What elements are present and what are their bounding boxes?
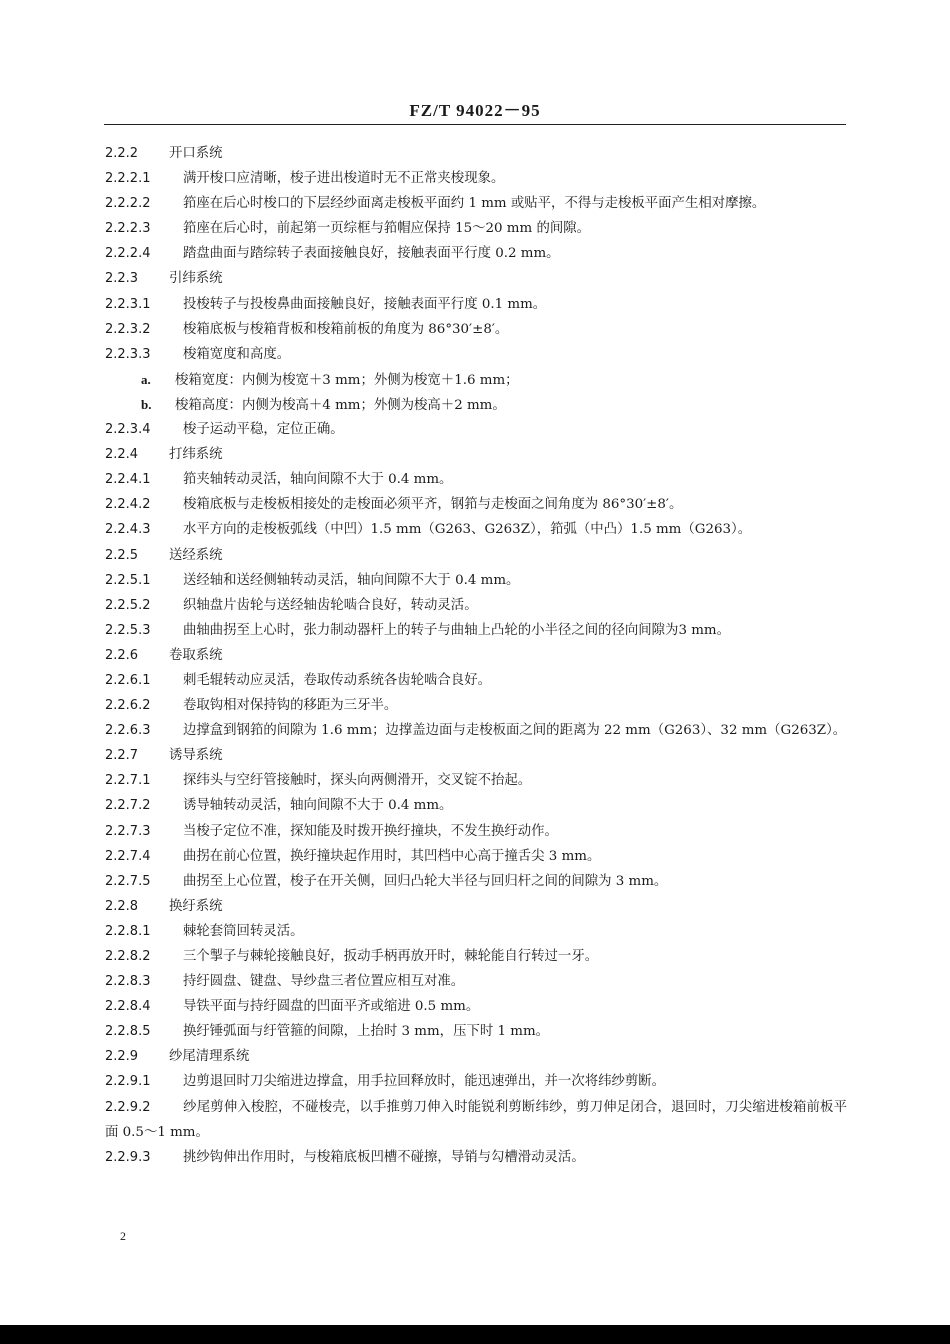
- clause-line: [105, 467, 847, 492]
- clause-text: 挑纱钩伸出作用时，与梭箱底板凹槽不碰擦，导销与勾槽滑动灵活。: [183, 1149, 585, 1165]
- clause-line: [105, 919, 847, 944]
- clause-text: 送经系统: [169, 547, 223, 563]
- clause-number: 2.2.7.3: [105, 823, 151, 839]
- clause-number: 2.2.7: [105, 748, 139, 764]
- clause-number: 2.2.3.1: [105, 296, 151, 312]
- clause-text: 棘轮套筒回转灵活。: [183, 923, 304, 939]
- clause-text: 当梭子定位不准，探知能及时拨开换纡撞块，不发生换纡动作。: [183, 823, 558, 839]
- clause-text: 水平方向的走梭板弧线（中凹）1.5 mm（G263、G263Z），筘弧（中凸）1.5 mm（G263）。: [183, 522, 752, 538]
- clause-text: 边撑盒到钢筘的间隙为 1.6 mm；边撑盖边面与走梭板面之间的距离为 22 mm（G263）、32 mm（G263Z）。: [183, 723, 847, 739]
- clause-number: 2.2.8.1: [105, 923, 151, 939]
- header-rule: [104, 124, 846, 125]
- clause-text: 诱导系统: [169, 748, 223, 764]
- clause-number: 2.2.5.2: [105, 597, 151, 613]
- clause-number: 2.2.5: [105, 547, 139, 563]
- clause-text: 曲拐至上心位置，梭子在开关侧，回归凸轮大半径与回归杆之间的间隙为 3 mm。: [183, 873, 668, 889]
- clause-number: 2.2.9.2: [105, 1099, 151, 1115]
- clause-line: [105, 1095, 847, 1145]
- clause-number: 2.2.6.1: [105, 672, 151, 688]
- list-subitem: [105, 392, 847, 417]
- clause-number: 2.2.4.2: [105, 497, 151, 513]
- clause-text: 边剪退回时刀尖缩进边撑盒，用手拉回释放时，能迅速弹出，并一次将纬纱剪断。: [183, 1074, 666, 1090]
- clause-number: 2.2.2: [105, 146, 139, 161]
- clause-number: 2.2.8: [105, 898, 139, 914]
- clause-text: 纱尾剪伸入梭腔，不碰梭壳，以手推剪刀伸入时能锐利剪断纬纱，剪刀伸足闭合，退回时，刀尖缩进梭箱前板平面 0.5～1 mm。: [105, 1099, 847, 1140]
- document-body: [105, 141, 847, 1170]
- clause-line: [105, 492, 847, 517]
- clause-number: 2.2.3: [105, 271, 139, 287]
- clause-line: [105, 768, 847, 793]
- clause-text: 投梭转子与投梭鼻曲面接触良好，接触表面平行度 0.1 mm。: [183, 296, 547, 312]
- clause-number: 2.2.2.3: [105, 221, 151, 237]
- clause-line: [105, 894, 847, 919]
- clause-text: 曲拐在前心位置，换纡撞块起作用时，其凹档中心高于撞舌尖 3 mm。: [183, 848, 601, 864]
- scan-bottom-border: [0, 1325, 950, 1344]
- clause-text: 梭子运动平稳，定位正确。: [183, 422, 344, 438]
- clause-text: 三个掣子与棘轮接触良好，扳动手柄再放开时，棘轮能自行转过一牙。: [183, 949, 599, 964]
- clause-text: 打纬系统: [169, 447, 223, 463]
- clause-line: [105, 317, 847, 342]
- clause-text: 引纬系统: [169, 271, 223, 287]
- clause-line: [105, 718, 847, 743]
- clause-number: 2.2.6: [105, 647, 139, 663]
- clause-text: 筘夹轴转动灵活，轴向间隙不大于 0.4 mm。: [183, 472, 453, 488]
- clause-text: 刺毛辊转动应灵活，卷取传动系统各齿轮啮合良好。: [183, 672, 491, 688]
- clause-number: 2.2.9: [105, 1049, 139, 1065]
- clause-line: [105, 643, 847, 668]
- clause-number: 2.2.5.1: [105, 572, 151, 588]
- clause-line: [105, 944, 847, 969]
- clause-line: [105, 166, 847, 191]
- clause-text: 曲轴曲拐至上心时，张力制动器杆上的转子与曲轴上凸轮的小半径之间的径向间隙为3 mm。: [183, 622, 731, 638]
- clause-line: [105, 543, 847, 568]
- clause-line: [105, 417, 847, 442]
- clause-text: 踏盘曲面与踏综转子表面接触良好，接触表面平行度 0.2 mm。: [183, 246, 560, 262]
- clause-line: [105, 442, 847, 467]
- clause-line: [105, 793, 847, 818]
- clause-number: 2.2.7.4: [105, 848, 151, 864]
- clause-line: [105, 568, 847, 593]
- clause-number: b.: [141, 396, 152, 412]
- clause-line: [105, 517, 847, 542]
- clause-text: 探纬头与空纡管接触时，探头向两侧滑开，交叉锭不抬起。: [183, 773, 532, 789]
- clause-line: [105, 1145, 847, 1170]
- clause-number: 2.2.4.3: [105, 522, 151, 538]
- clause-line: [105, 1069, 847, 1094]
- clause-line: [105, 819, 847, 844]
- clause-line: [105, 844, 847, 869]
- clause-text: 梭箱高度：内侧为梭高＋4 mm；外侧为梭高＋2 mm。: [175, 397, 506, 413]
- clause-text: 筘座在后心时梭口的下层经纱面离走梭板平面约 1 mm 或贴平，不得与走梭板平面产生相对摩擦。: [183, 196, 766, 212]
- clause-line: [105, 191, 847, 216]
- clause-number: 2.2.2.4: [105, 246, 151, 262]
- clause-line: [105, 292, 847, 317]
- clause-line: [105, 668, 847, 693]
- clause-number: 2.2.7.1: [105, 773, 151, 789]
- clause-number: 2.2.8.3: [105, 974, 151, 990]
- clause-text: 诱导轴转动灵活，轴向间隙不大于 0.4 mm。: [183, 798, 453, 814]
- clause-number: 2.2.4: [105, 447, 139, 463]
- clause-text: 筘座在后心时，前起第一页综框与筘帽应保持 15～20 mm 的间隙。: [183, 221, 591, 237]
- clause-number: 2.2.2.1: [105, 171, 151, 187]
- clause-line: [105, 1044, 847, 1069]
- page-number: 2: [120, 1229, 126, 1243]
- clause-text: 持纡圆盘、键盘、导纱盘三者位置应相互对准。: [183, 974, 465, 990]
- clause-number: 2.2.8.5: [105, 1024, 151, 1040]
- clause-number: 2.2.5.3: [105, 622, 151, 638]
- clause-line: [105, 216, 847, 241]
- clause-number: 2.2.3.2: [105, 321, 151, 337]
- clause-number: 2.2.6.2: [105, 698, 151, 714]
- clause-number: 2.2.7.5: [105, 873, 151, 889]
- clause-text: 梭箱宽度：内侧为梭宽＋3 mm；外侧为梭宽＋1.6 mm；: [175, 372, 519, 388]
- clause-line: [105, 869, 847, 894]
- clause-line: [105, 994, 847, 1019]
- clause-number: 2.2.8.4: [105, 999, 151, 1015]
- clause-number: 2.2.8.2: [105, 949, 151, 964]
- clause-line: [105, 1019, 847, 1044]
- clause-line: [105, 266, 847, 291]
- clause-number: 2.2.7.2: [105, 798, 151, 814]
- clause-text: 梭箱底板与梭箱背板和梭箱前板的角度为 86°30′±8′。: [183, 321, 509, 337]
- clause-line: [105, 693, 847, 718]
- clause-text: 梭箱宽度和高度。: [183, 346, 291, 362]
- clause-text: 织轴盘片齿轮与送经轴齿轮啮合良好，转动灵活。: [183, 597, 478, 613]
- clause-text: 梭箱底板与走梭板相接处的走梭面必须平齐，钢筘与走梭面之间角度为 86°30′±8′。: [183, 497, 683, 513]
- clause-line: [105, 342, 847, 367]
- clause-number: 2.2.9.1: [105, 1074, 151, 1090]
- list-subitem: [105, 367, 847, 392]
- clause-number: a.: [141, 371, 151, 387]
- clause-line: [105, 241, 847, 266]
- clause-text: 换纡锤弧面与纡管箍的间隙，上抬时 3 mm，压下时 1 mm。: [183, 1024, 550, 1040]
- clause-number: 2.2.9.3: [105, 1149, 151, 1165]
- clause-line: [105, 969, 847, 994]
- clause-line: [105, 593, 847, 618]
- clause-text: 开口系统: [169, 146, 223, 161]
- clause-text: 纱尾清理系统: [169, 1049, 250, 1065]
- clause-line: [105, 618, 847, 643]
- clause-number: 2.2.6.3: [105, 723, 151, 739]
- clause-text: 送经轴和送经侧轴转动灵活，轴向间隙不大于 0.4 mm。: [183, 572, 520, 588]
- standard-code-header: FZ/T 94022－95: [409, 101, 541, 120]
- clause-text: 导铁平面与持纡圆盘的凹面平齐或缩进 0.5 mm。: [183, 999, 480, 1015]
- clause-line: [105, 743, 847, 768]
- clause-text: 满开梭口应清晰，梭子进出梭道时无不正常夹梭现象。: [183, 171, 505, 187]
- clause-number: 2.2.3.4: [105, 422, 151, 438]
- clause-text: 卷取钩相对保持钩的移距为三牙半。: [183, 698, 398, 714]
- clause-number: 2.2.4.1: [105, 472, 151, 488]
- clause-text: 换纡系统: [169, 898, 223, 914]
- clause-number: 2.2.3.3: [105, 346, 151, 362]
- clause-number: 2.2.2.2: [105, 196, 151, 212]
- clause-text: 卷取系统: [169, 647, 223, 663]
- clause-line: [105, 141, 847, 166]
